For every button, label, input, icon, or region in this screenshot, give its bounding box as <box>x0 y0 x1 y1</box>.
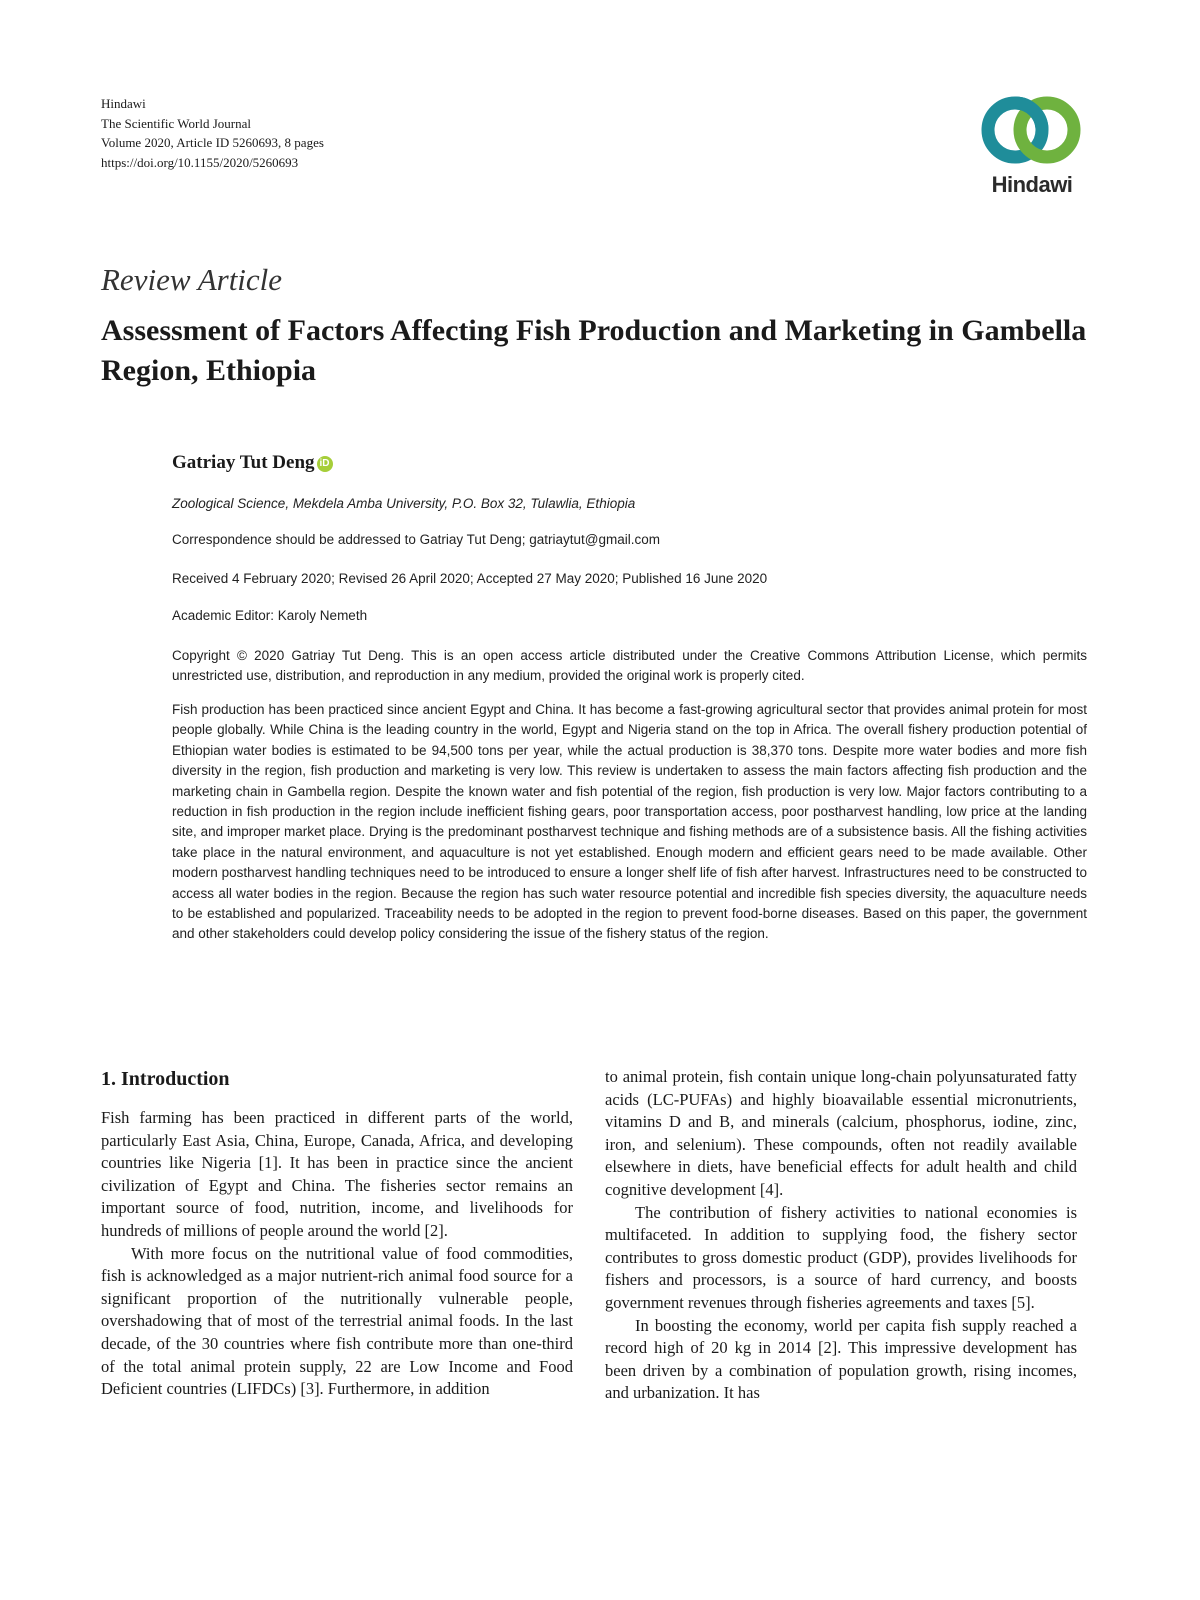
abstract: Fish production has been practiced since ancient Egypt and China. It has become a fast-growing agricultural sector that provides animal protein for most people globally. While China is the leading country in the world, Egypt and Nigeria stand on the top in Africa. The overall fishery production potential of Ethiopian water bodies is estimated to be 94,500 tons per year, while the actual production is 38,370 tons. Despite more water bodies and more fish diversity in the region, fish production and marketing is very low. This review is undertaken to assess the main factors affecting fish production and the marketing chain in Gambella region. Despite the known water and fish potential of the region, fish production is very low. Major factors contributing to a reduction in fish production in the region include inefficient fishing gears, poor transportation access, poor postharvest handling, low price at the landing site, and improper market place. Drying is the predominant postharvest technique and fishing methods are of a subsistence basis. All the fishing activities take place in the natural environment, and aquaculture is not yet established. Enough modern and efficient gears need to be made available. Other modern postharvest handling techniques need to be introduced to ensure a longer shelf life of fish after harvest. Infrastructures need to be constructed to access all water bodies in the region. Because the region has such water resource potential and incredible fish species diversity, the aquaculture needs to be established and popularized. Traceability needs to be adopted in the region to prevent food-borne diseases. Based on this paper, the government and other stakeholders could develop policy considering the issue of the fishery status of the region. <box>172 702 1087 942</box>
article-type: Review Article <box>101 262 283 297</box>
journal-name: The Scientific World Journal <box>101 115 251 131</box>
body-paragraph: Fish farming has been practiced in different parts of the world, particularly East Asia, China, Europe, Canada, Africa, and developing countries like Nigeria [1]. It has been in practice since the ancient civilization of Egypt and China. The fisheries sector remains an important source of food, nutrition, income, and livelihoods for hundreds of millions of people around the world [2]. <box>101 1108 573 1240</box>
body-paragraph: The contribution of fishery activities to national economies is multifaceted. In addition to supplying food, the fishery sector contributes to gross domestic product (GDP), provides livelihoods for fishers and processors, is a source of hard currency, and boosts government revenues through fisheries agreements and taxes [5]. <box>605 1202 1077 1312</box>
body-paragraph: With more focus on the nutritional value of food commodities, fish is acknowledged as a major nutrient-rich animal food source for a significant proportion of the nutritionally vulnerable people, overshadowing that of most of the terrestrial animal foods. In the last decade, of the 30 countries where fish contribute more than one-third of the total animal protein supply, 22 are Low Income and Food Deficient countries (LIFDCs) [3]. Furthermore, in addition <box>101 1243 573 1399</box>
publisher-name: Hindawi <box>101 96 146 111</box>
publication-dates: Received 4 February 2020; Revised 26 April 2020; Accepted 27 May 2020; Published 16 June 2020 <box>172 571 768 586</box>
author-name[interactable]: Gatriay Tut Deng <box>172 452 315 473</box>
hindawi-rings-icon <box>975 92 1089 172</box>
author-line <box>172 452 333 474</box>
copyright-notice: Copyright © 2020 Gatriay Tut Deng. This is an open access article distributed under the Creative Commons Attribution License, which permits unrestricted use, distribution, and reproduction in any medium, provided the original work is properly cited. <box>172 648 1087 683</box>
body-column-left <box>101 1065 573 1401</box>
hindawi-logo <box>975 92 1089 202</box>
correspondence: Correspondence should be addressed to Gatriay Tut Deng; gatriaytut@gmail.com <box>172 532 660 547</box>
journal-header <box>101 94 324 172</box>
body-paragraph: to animal protein, fish contain unique long-chain polyunsaturated fatty acids (LC-PUFAs) and highly bioavailable essential micronutrients, vitamins D and B, and minerals (calcium, phosphorus, iodine, zinc, iron, and selenium). These compounds, often not readily available elsewhere in diets, have beneficial effects for adult health and child cognitive development [4]. <box>605 1067 1077 1199</box>
hindawi-logo-text: Hindawi <box>991 172 1073 197</box>
affiliation: Zoological Science, Mekdela Amba University, P.O. Box 32, Tulawlia, Ethiopia <box>172 496 636 511</box>
orcid-icon[interactable]: iD <box>317 456 333 472</box>
section-heading-introduction: 1. Introduction <box>101 1068 230 1090</box>
academic-editor: Academic Editor: Karoly Nemeth <box>172 608 368 623</box>
article-title: Assessment of Factors Affecting Fish Production and Marketing in Gambella Region, Ethiopia <box>101 314 1087 387</box>
body-paragraph: In boosting the economy, world per capita fish supply reached a record high of 20 kg in 2014 [2]. This impressive development has been driven by a combination of population growth, rising incomes, and urbanization. It has <box>605 1315 1077 1403</box>
body-column-right <box>605 1066 1077 1405</box>
volume-info: Volume 2020, Article ID 5260693, 8 pages <box>101 135 324 150</box>
doi-link[interactable]: https://doi.org/10.1155/2020/5260693 <box>101 154 299 170</box>
